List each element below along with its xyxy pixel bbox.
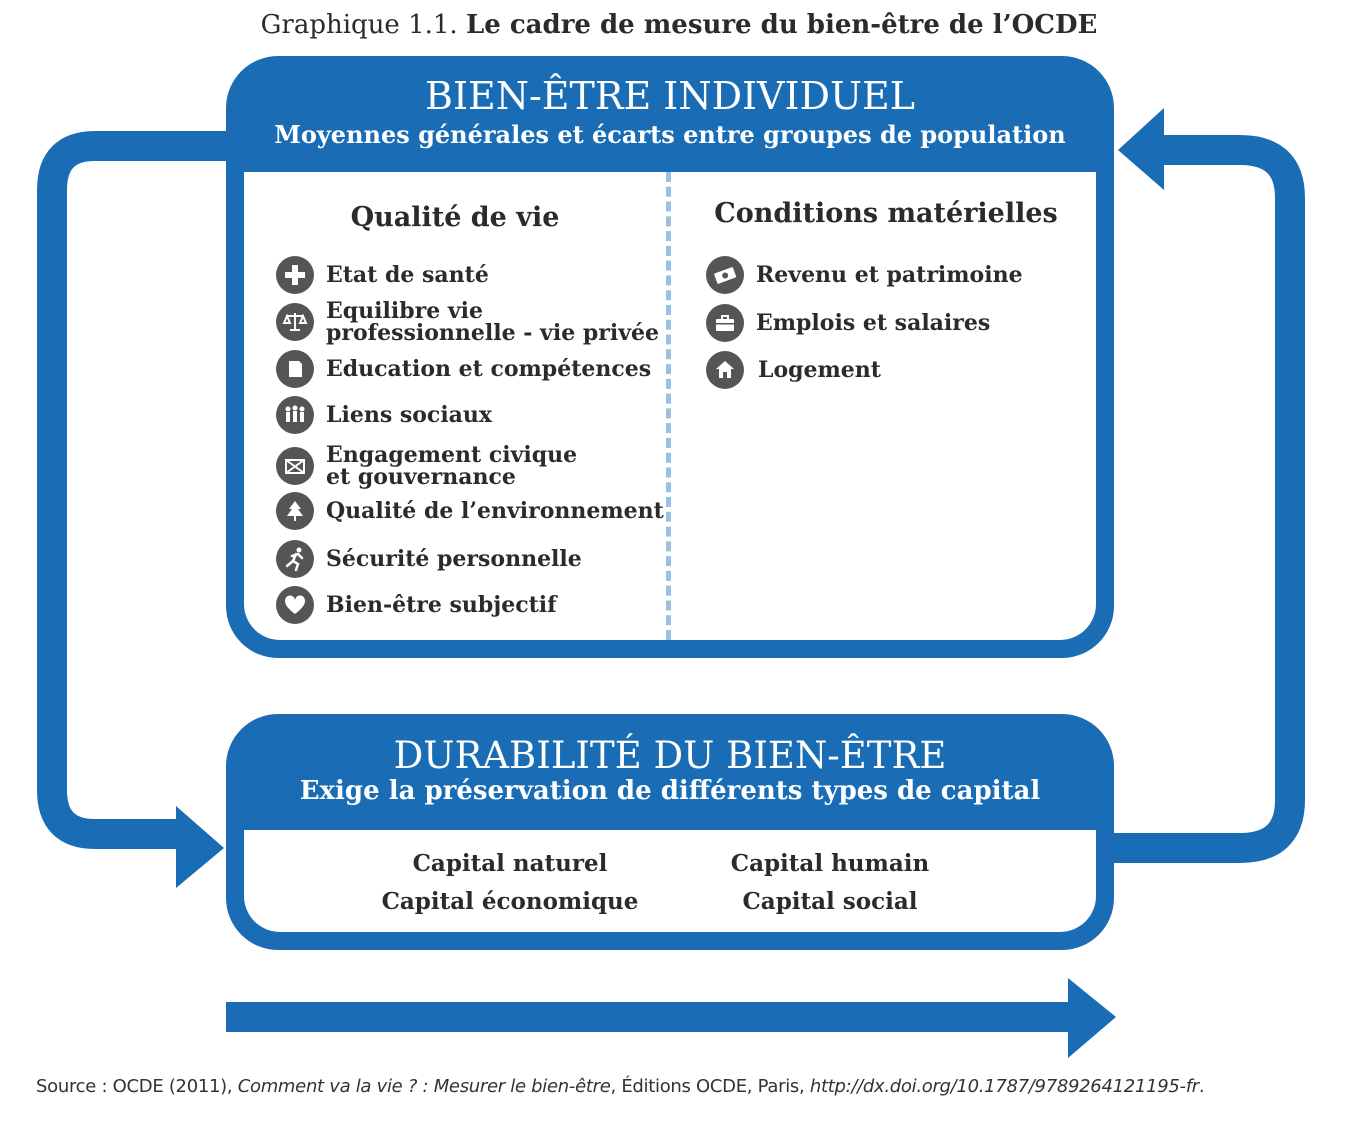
list-item-personal-security: [276, 540, 582, 578]
source-work-title: Comment va la vie ? : Mesurer le bien-être: [237, 1076, 611, 1097]
timeline-arrow-shaft: [226, 1002, 1072, 1032]
list-item-education: [276, 350, 651, 388]
material-conditions-title: Conditions matérielles: [714, 198, 1058, 229]
source-prefix: Source : OCDE (2011),: [36, 1076, 238, 1097]
tree-icon: [276, 492, 314, 530]
item-label: Equilibre vie professionnelle - vie privée: [326, 298, 659, 346]
sustainability-content-panel: [244, 830, 1096, 932]
quality-of-life-title: Qualité de vie: [350, 202, 560, 233]
money-icon: [706, 256, 744, 294]
briefcase-icon: [706, 304, 744, 342]
source-url[interactable]: http://dx.doi.org/10.1787/9789264121195-fr: [809, 1076, 1199, 1097]
running-person-icon: [276, 540, 314, 578]
item-label: Etat de santé: [326, 262, 489, 288]
left-arrowhead-right: [176, 806, 224, 888]
sustainability-box: [226, 714, 1114, 950]
list-item-subjective-wellbeing: [276, 586, 557, 624]
capital-economic: Capital économique: [381, 888, 639, 915]
individual-subtitle: Moyennes générales et écarts entre groupes de population: [274, 120, 1066, 149]
item-label: Sécurité personnelle: [326, 546, 582, 572]
heart-icon: [276, 586, 314, 624]
list-item-income-wealth: [706, 256, 1023, 294]
figure-heading: Le cadre de mesure du bien-être de l’OCDE: [465, 10, 1098, 40]
list-item-environment: [276, 492, 664, 530]
list-item-civic-engagement: [276, 444, 577, 488]
figure-number: Graphique 1.1.: [260, 10, 458, 40]
capital-human: Capital humain: [730, 850, 930, 877]
item-label: Liens sociaux: [326, 402, 493, 428]
house-icon: [706, 351, 744, 389]
people-icon: [276, 396, 314, 434]
item-label: Logement: [758, 357, 881, 383]
right-arrowhead-left: [1118, 108, 1164, 190]
book-icon: [276, 350, 314, 388]
item-label: Emplois et salaires: [756, 310, 991, 336]
source-end: .: [1198, 1076, 1205, 1097]
list-item-jobs-earnings: [706, 304, 990, 342]
timeline-arrowhead: [1068, 978, 1116, 1058]
list-item-housing: [706, 351, 881, 389]
health-cross-icon: [276, 256, 314, 294]
sustainability-subtitle: Exige la préservation de différents types de capital: [299, 776, 1041, 806]
list-item-social-connections: [276, 396, 492, 434]
capital-social: Capital social: [742, 888, 918, 915]
item-label: Qualité de l’environnement: [326, 498, 664, 524]
item-label: Education et compétences: [326, 356, 652, 382]
source-note: [36, 1076, 1204, 1097]
source-publisher: , Éditions OCDE, Paris,: [610, 1076, 810, 1097]
list-item-health: [276, 256, 489, 294]
ballot-envelope-icon: [276, 447, 314, 485]
sustainability-title: DURABILITÉ DU BIEN-ÊTRE: [393, 734, 947, 777]
left-loop-arrow-shaft: [52, 146, 240, 834]
item-label: Engagement civique et gouvernance: [326, 442, 578, 490]
list-item-work-life-balance: [276, 300, 659, 344]
balance-scale-icon: [276, 303, 314, 341]
item-label: Bien-être subjectif: [326, 592, 557, 618]
individual-title: BIEN-ÊTRE INDIVIDUEL: [425, 74, 915, 118]
item-label: Revenu et patrimoine: [756, 262, 1023, 288]
capital-natural: Capital naturel: [412, 850, 608, 877]
right-loop-arrow-shaft: [1110, 150, 1290, 848]
column-divider: [666, 172, 671, 640]
